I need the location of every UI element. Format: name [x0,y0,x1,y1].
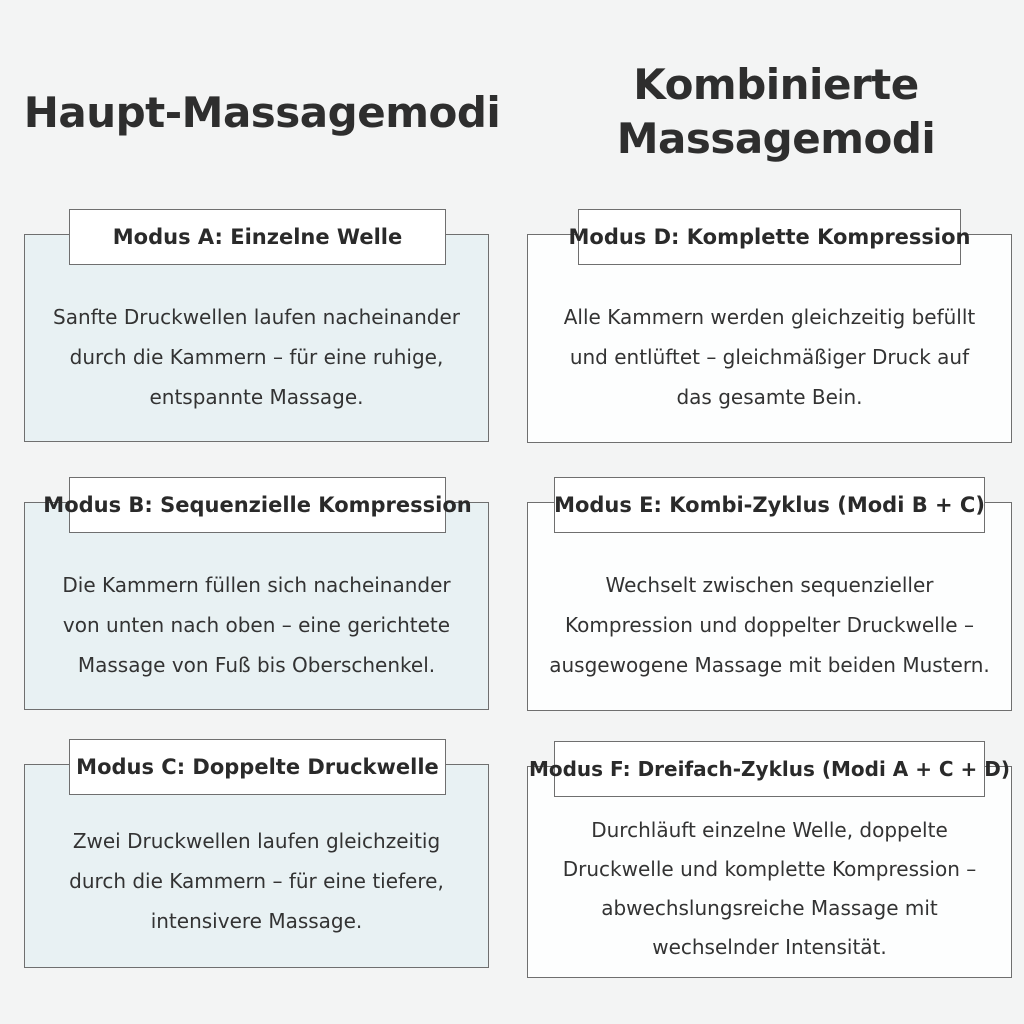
description-line: durch die Kammern – für eine tiefere, [69,869,444,893]
description-line: Druckwelle und komplette Kompression – [562,857,977,881]
description-line: durch die Kammern – für eine ruhige, [69,345,444,369]
mode-card-description [538,565,1001,685]
description-line: wechselnder Intensität. [652,935,887,959]
description-line: entspannte Massage. [149,385,364,409]
description-line: von unten nach oben – eine gerichtete [62,613,451,637]
description-line: intensivere Massage. [150,909,363,933]
mode-card-description [538,297,1001,417]
description-line: abwechslungsreiche Massage mit [601,896,938,920]
mode-card-description [538,811,1001,967]
mode-card-b [24,493,489,710]
main-modes-title: Haupt-Massagemodi [23,88,501,137]
mode-card-d [527,225,1012,443]
mode-card-header: Modus A: Einzelne Welle [69,209,446,265]
mode-card-e [527,493,1012,711]
mode-card-header: Modus F: Dreifach-Zyklus (Modi A + C + D) [554,741,985,797]
mode-card-description [35,297,478,417]
description-line: das gesamte Bein. [676,385,863,409]
mode-card-header: Modus D: Komplette Kompression [578,209,961,265]
mode-card-c [24,755,489,968]
description-line: Kompression und doppelter Druckwelle – [565,613,974,637]
description-line: Wechselt zwischen sequenzieller [605,573,934,597]
mode-card-description [35,821,478,941]
description-line: Zwei Druckwellen laufen gleichzeitig [72,829,441,853]
combined-modes-title-line: Kombinierte [633,60,919,109]
description-line: Alle Kammern werden gleichzeitig befüllt [563,305,976,329]
combined-modes-title [528,58,1024,166]
description-line: und entlüftet – gleichmäßiger Druck auf [569,345,970,369]
description-line: Durchläuft einzelne Welle, doppelte [591,818,948,842]
description-line: ausgewogene Massage mit beiden Mustern. [549,653,990,677]
description-line: Sanfte Druckwellen laufen nacheinander [53,305,460,329]
description-line: Massage von Fuß bis Oberschenkel. [77,653,436,677]
mode-card-description [35,565,478,685]
description-line: Die Kammern füllen sich nacheinander [62,573,451,597]
mode-card-header: Modus B: Sequenzielle Kompression [69,477,446,533]
mode-card-header: Modus E: Kombi-Zyklus (Modi B + C) [554,477,985,533]
mode-card-header: Modus C: Doppelte Druckwelle [69,739,446,795]
mode-card-a [24,225,489,442]
combined-modes-title-line: Massagemodi [616,114,936,163]
mode-card-f [527,757,1012,978]
